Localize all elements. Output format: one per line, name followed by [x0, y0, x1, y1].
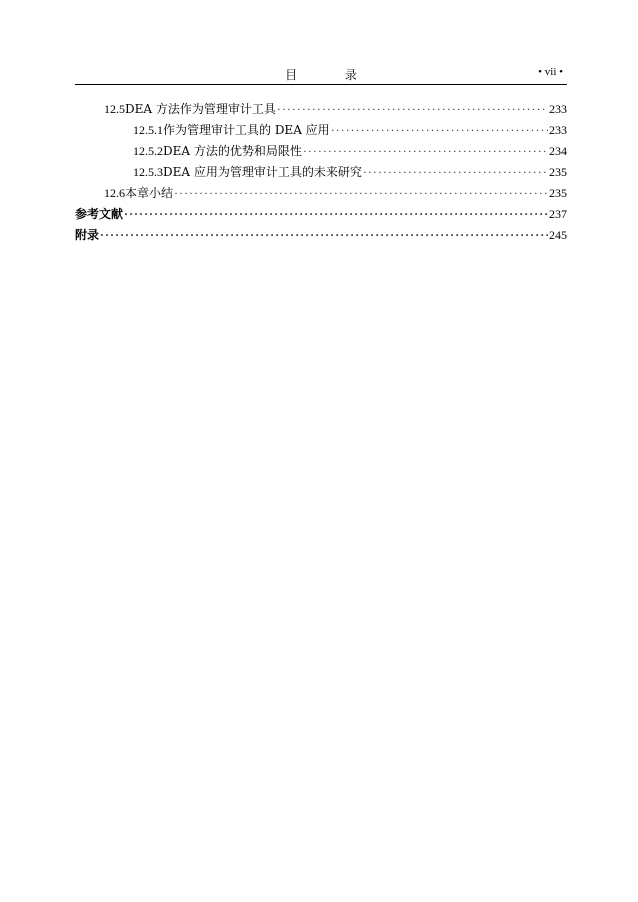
- toc-leader-dots: [124, 204, 548, 225]
- toc-entry-page: 235: [549, 165, 567, 179]
- toc-leader-dots: [363, 162, 548, 183]
- toc-entry[interactable]: [75, 204, 567, 225]
- toc-entry-number: 12.5.3: [133, 165, 163, 179]
- toc-entry[interactable]: [75, 99, 567, 120]
- toc-entry-number: 12.5.2: [133, 144, 163, 158]
- toc-entry-title: 作为管理审计工具的 DEA 应用: [163, 123, 330, 137]
- toc-entry-title: DEA 方法作为管理审计工具: [125, 102, 276, 116]
- header-page-number: • vii •: [538, 66, 563, 78]
- table-of-contents: [75, 99, 567, 246]
- toc-entry-title: DEA 方法的优势和局限性: [163, 144, 302, 158]
- toc-entry-number: 12.5: [104, 102, 125, 116]
- toc-entry[interactable]: [75, 225, 567, 246]
- toc-entry-number: 12.6: [104, 186, 125, 200]
- toc-entry-page: 235: [549, 186, 567, 200]
- toc-entry-page: 237: [549, 207, 567, 221]
- toc-entry[interactable]: [75, 183, 567, 204]
- toc-entry-number: 12.5.1: [133, 123, 163, 137]
- page-header: [75, 62, 567, 85]
- toc-entry-title: DEA 应用为管理审计工具的未来研究: [163, 165, 362, 179]
- header-title: 目 录: [285, 68, 379, 82]
- toc-entry-title: 附录: [75, 228, 100, 242]
- toc-leader-dots: [100, 225, 548, 246]
- toc-entry-title: 本章小结: [125, 186, 174, 200]
- toc-leader-dots: [277, 99, 548, 120]
- toc-entry[interactable]: [75, 162, 567, 183]
- toc-entry[interactable]: [75, 120, 567, 141]
- toc-leader-dots: [331, 120, 548, 141]
- toc-entry-page: 234: [549, 144, 567, 158]
- toc-leader-dots: [174, 183, 548, 204]
- toc-entry-page: 233: [549, 102, 567, 116]
- toc-entry[interactable]: [75, 141, 567, 162]
- toc-leader-dots: [303, 141, 548, 162]
- toc-entry-page: 233: [549, 123, 567, 137]
- toc-entry-title: 参考文献: [75, 207, 124, 221]
- toc-entry-page: 245: [549, 228, 567, 242]
